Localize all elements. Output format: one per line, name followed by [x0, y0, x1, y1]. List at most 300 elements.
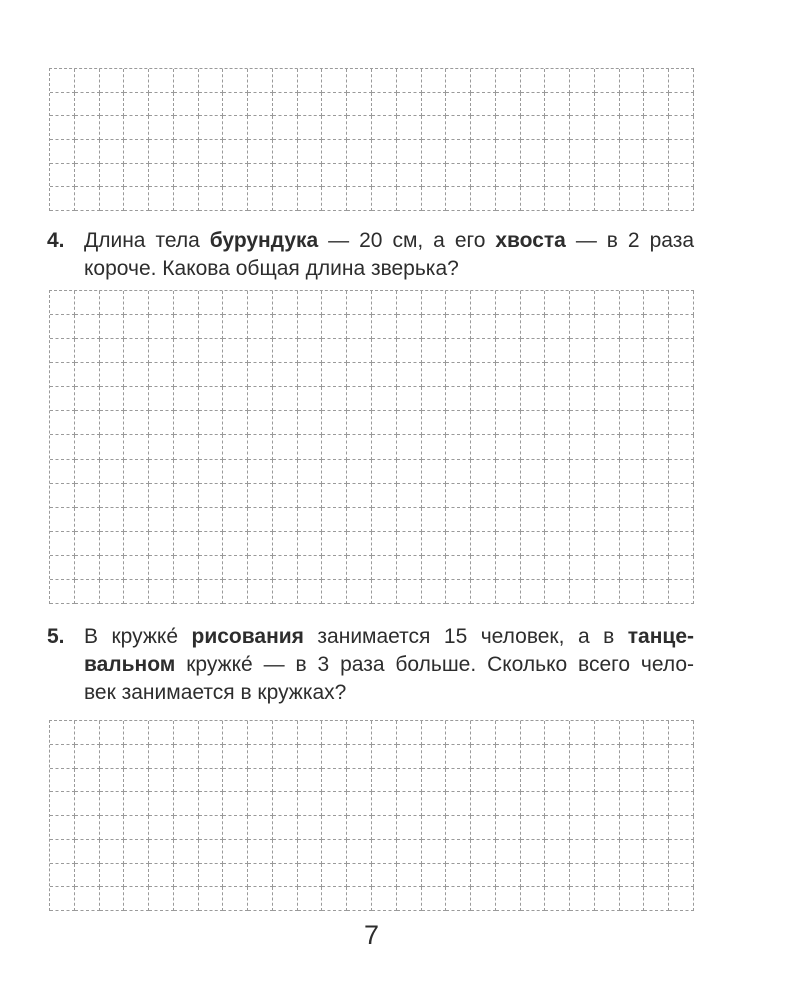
grid-cell: [422, 792, 447, 816]
grid-cell: [124, 435, 149, 459]
grid-cell: [347, 435, 372, 459]
grid-cell: [273, 556, 298, 580]
grid-cell: [446, 164, 471, 188]
grid-cell: [223, 116, 248, 140]
grid-cell: [50, 339, 75, 363]
grid-cell: [644, 816, 669, 840]
grid-cell: [496, 556, 521, 580]
grid-cell: [322, 140, 347, 164]
grid-cell: [75, 140, 100, 164]
grid-cell: [273, 792, 298, 816]
grid-cell: [223, 532, 248, 556]
grid-cell: [372, 580, 397, 604]
grid-cell: [149, 887, 174, 911]
grid-cell: [471, 816, 496, 840]
grid-cell: [174, 721, 199, 745]
grid-cell: [595, 411, 620, 435]
grid-cell: [595, 532, 620, 556]
grid-cell: [397, 840, 422, 864]
grid-cell: [273, 721, 298, 745]
grid-cell: [397, 816, 422, 840]
grid-cell: [372, 484, 397, 508]
grid-cell: [669, 315, 694, 339]
grid-cell: [100, 792, 125, 816]
grid-cell: [570, 164, 595, 188]
grid-cell: [347, 721, 372, 745]
grid-cell: [570, 291, 595, 315]
grid-cell: [100, 435, 125, 459]
grid-cell: [496, 864, 521, 888]
grid-cell: [595, 69, 620, 93]
grid-cell: [174, 864, 199, 888]
page-number: 7: [363, 920, 380, 950]
grid-cell: [620, 864, 645, 888]
grid-cell: [75, 435, 100, 459]
grid-cell: [174, 556, 199, 580]
grid-cell: [545, 315, 570, 339]
grid-cell: [298, 116, 323, 140]
grid-cell: [223, 721, 248, 745]
grid-cell: [570, 387, 595, 411]
grid-cell: [174, 411, 199, 435]
grid-cell: [124, 484, 149, 508]
grid-cell: [595, 864, 620, 888]
grid-cell: [644, 93, 669, 117]
grid-cell: [75, 769, 100, 793]
grid-cell: [644, 887, 669, 911]
grid-cell: [273, 484, 298, 508]
grid-cell: [669, 435, 694, 459]
grid-cell: [397, 411, 422, 435]
grid-cell: [223, 93, 248, 117]
grid-cell: [496, 721, 521, 745]
grid-cell: [298, 840, 323, 864]
grid-cell: [322, 187, 347, 211]
grid-cell: [273, 164, 298, 188]
grid-cell: [248, 840, 273, 864]
grid-cell: [595, 187, 620, 211]
grid-cell: [471, 69, 496, 93]
grid-cell: [570, 93, 595, 117]
text-segment: — 20 см, а его: [318, 229, 496, 252]
grid-cell: [595, 580, 620, 604]
emphasized-text: хвоста: [495, 229, 566, 252]
grid-cell: [50, 792, 75, 816]
grid-cell: [199, 484, 224, 508]
problem-5-number: 5.: [47, 625, 65, 648]
grid-cell: [298, 816, 323, 840]
grid-cell: [471, 887, 496, 911]
grid-cell: [496, 792, 521, 816]
grid-cell: [397, 532, 422, 556]
grid-cell: [223, 315, 248, 339]
grid-cell: [174, 532, 199, 556]
grid-cell: [124, 315, 149, 339]
grid-cell: [298, 532, 323, 556]
problem-text-line: [84, 623, 694, 651]
grid-cell: [223, 484, 248, 508]
grid-cell: [595, 435, 620, 459]
grid-cell: [620, 840, 645, 864]
grid-cell: [595, 721, 620, 745]
grid-cell: [397, 315, 422, 339]
grid-cell: [422, 816, 447, 840]
grid-cell: [471, 164, 496, 188]
grid-cell: [223, 769, 248, 793]
grid-cell: [174, 140, 199, 164]
grid-cell: [644, 315, 669, 339]
grid-cell: [644, 411, 669, 435]
grid-cell: [496, 164, 521, 188]
grid-cell: [174, 387, 199, 411]
grid-cell: [372, 745, 397, 769]
grid-cell: [545, 387, 570, 411]
grid-cell: [570, 460, 595, 484]
grid-cell: [149, 93, 174, 117]
grid-cell: [347, 363, 372, 387]
grid-cell: [124, 864, 149, 888]
grid-cell: [471, 508, 496, 532]
grid-cell: [149, 769, 174, 793]
grid-cell: [496, 187, 521, 211]
grid-cell: [174, 116, 199, 140]
grid-cell: [174, 840, 199, 864]
grid-cell: [223, 435, 248, 459]
grid-cell: [570, 721, 595, 745]
grid-cell: [298, 140, 323, 164]
grid-cell: [595, 508, 620, 532]
grid-cell: [372, 864, 397, 888]
grid-cell: [496, 580, 521, 604]
grid-cell: [322, 69, 347, 93]
grid-cell: [496, 363, 521, 387]
grid-cell: [199, 187, 224, 211]
grid-cell: [248, 580, 273, 604]
grid-cell: [521, 769, 546, 793]
grid-cell: [199, 580, 224, 604]
grid-cell: [100, 460, 125, 484]
grid-cell: [471, 792, 496, 816]
grid-cell: [248, 140, 273, 164]
grid-cell: [223, 580, 248, 604]
grid-cell: [521, 411, 546, 435]
grid-cell: [100, 864, 125, 888]
grid-cell: [75, 556, 100, 580]
grid-cell: [149, 745, 174, 769]
grid-cell: [397, 769, 422, 793]
grid-cell: [570, 484, 595, 508]
grid-cell: [372, 116, 397, 140]
grid-cell: [397, 721, 422, 745]
grid-cell: [669, 887, 694, 911]
grid-cell: [446, 508, 471, 532]
grid-cell: [644, 291, 669, 315]
grid-cell: [100, 816, 125, 840]
grid-cell: [545, 840, 570, 864]
grid-cell: [669, 140, 694, 164]
grid-cell: [595, 140, 620, 164]
grid-cell: [347, 411, 372, 435]
grid-cell: [174, 315, 199, 339]
grid-cell: [446, 484, 471, 508]
grid-cell: [397, 508, 422, 532]
grid-cell: [100, 339, 125, 363]
grid-cell: [397, 187, 422, 211]
grid-cell: [669, 532, 694, 556]
grid-cell: [174, 484, 199, 508]
grid-cell: [521, 387, 546, 411]
text-segment: занимается 15 человек, а в: [303, 625, 628, 648]
grid-cell: [446, 339, 471, 363]
grid-cell: [422, 140, 447, 164]
grid-cell: [124, 339, 149, 363]
grid-cell: [446, 93, 471, 117]
grid-cell: [273, 816, 298, 840]
grid-cell: [248, 339, 273, 363]
grid-cell: [223, 816, 248, 840]
grid-cell: [298, 792, 323, 816]
grid-cell: [124, 411, 149, 435]
grid-cell: [199, 792, 224, 816]
grid-cell: [545, 887, 570, 911]
grid-cell: [199, 460, 224, 484]
grid-cell: [669, 864, 694, 888]
grid-cell: [50, 580, 75, 604]
grid-cell: [620, 484, 645, 508]
grid-cell: [199, 887, 224, 911]
grid-cell: [273, 864, 298, 888]
grid-cell: [273, 187, 298, 211]
grid-cell: [174, 187, 199, 211]
grid-cell: [223, 840, 248, 864]
grid-cell: [50, 532, 75, 556]
grid-cell: [50, 460, 75, 484]
grid-cell: [521, 484, 546, 508]
grid-cell: [347, 484, 372, 508]
grid-cell: [644, 164, 669, 188]
grid-cell: [620, 140, 645, 164]
grid-cell: [149, 116, 174, 140]
grid-cell: [545, 339, 570, 363]
grid-cell: [100, 387, 125, 411]
grid-cell: [322, 556, 347, 580]
grid-cell: [174, 460, 199, 484]
grid-cell: [496, 532, 521, 556]
grid-cell: [422, 532, 447, 556]
grid-cell: [471, 556, 496, 580]
grid-cell: [422, 315, 447, 339]
grid-cell: [496, 291, 521, 315]
grid-cell: [595, 745, 620, 769]
grid-cell: [446, 721, 471, 745]
grid-cell: [620, 69, 645, 93]
grid-cell: [669, 816, 694, 840]
grid-cell: [446, 556, 471, 580]
grid-cell: [496, 508, 521, 532]
grid-cell: [50, 484, 75, 508]
grid-cell: [199, 721, 224, 745]
problem-4: [47, 227, 694, 283]
grid-cell: [620, 363, 645, 387]
grid-cell: [223, 792, 248, 816]
grid-cell: [397, 116, 422, 140]
grid-cell: [471, 363, 496, 387]
grid-cell: [545, 745, 570, 769]
grid-cell: [570, 556, 595, 580]
answer-grid-bottom: [49, 720, 694, 911]
problem-4-text: [84, 227, 694, 283]
grid-cell: [669, 460, 694, 484]
grid-cell: [149, 187, 174, 211]
grid-cell: [149, 508, 174, 532]
grid-cell: [50, 140, 75, 164]
grid-cell: [50, 435, 75, 459]
grid-cell: [422, 164, 447, 188]
grid-cell: [521, 556, 546, 580]
grid-cell: [347, 745, 372, 769]
grid-cell: [50, 363, 75, 387]
problem-4-number: 4.: [47, 229, 65, 252]
grid-cell: [199, 140, 224, 164]
grid-cell: [595, 556, 620, 580]
grid-cell: [471, 532, 496, 556]
grid-cell: [372, 792, 397, 816]
grid-cell: [397, 363, 422, 387]
grid-cell: [75, 411, 100, 435]
grid-cell: [446, 387, 471, 411]
grid-cell: [149, 339, 174, 363]
grid-cell: [149, 864, 174, 888]
grid-cell: [397, 792, 422, 816]
grid-cell: [273, 745, 298, 769]
grid-cell: [223, 556, 248, 580]
grid-cell: [322, 411, 347, 435]
grid-cell: [595, 315, 620, 339]
grid-cell: [50, 93, 75, 117]
grid-cell: [298, 508, 323, 532]
grid-cell: [521, 435, 546, 459]
grid-cell: [471, 840, 496, 864]
grid-cell: [223, 887, 248, 911]
grid-cell: [496, 840, 521, 864]
grid-cell: [471, 721, 496, 745]
grid-cell: [298, 769, 323, 793]
grid-cell: [545, 532, 570, 556]
grid-cell: [100, 291, 125, 315]
grid-cell: [298, 164, 323, 188]
grid-cell: [124, 363, 149, 387]
grid-cell: [644, 435, 669, 459]
grid-cell: [496, 435, 521, 459]
grid-cell: [372, 69, 397, 93]
grid-cell: [545, 69, 570, 93]
grid-cell: [521, 140, 546, 164]
grid-cell: [174, 792, 199, 816]
grid-cell: [446, 315, 471, 339]
grid-cell: [273, 363, 298, 387]
grid-cell: [248, 93, 273, 117]
grid-cell: [545, 556, 570, 580]
grid-cell: [620, 508, 645, 532]
grid-cell: [446, 411, 471, 435]
grid-cell: [100, 840, 125, 864]
grid-cell: [50, 864, 75, 888]
grid-cell: [298, 460, 323, 484]
grid-cell: [199, 840, 224, 864]
grid-cell: [100, 187, 125, 211]
grid-cell: [570, 532, 595, 556]
grid-cell: [669, 721, 694, 745]
grid-cell: [446, 69, 471, 93]
grid-cell: [248, 864, 273, 888]
grid-cell: [496, 116, 521, 140]
grid-cell: [570, 116, 595, 140]
grid-cell: [545, 164, 570, 188]
grid-cell: [620, 816, 645, 840]
grid-cell: [669, 792, 694, 816]
grid-cell: [322, 816, 347, 840]
grid-cell: [273, 93, 298, 117]
grid-cell: [100, 484, 125, 508]
grid-cell: [595, 363, 620, 387]
grid-cell: [471, 864, 496, 888]
grid-cell: [322, 363, 347, 387]
grid-cell: [248, 556, 273, 580]
grid-cell: [273, 339, 298, 363]
grid-cell: [347, 387, 372, 411]
grid-cell: [347, 816, 372, 840]
grid-cell: [669, 769, 694, 793]
grid-cell: [347, 792, 372, 816]
grid-cell: [620, 721, 645, 745]
grid-cell: [669, 745, 694, 769]
grid-cell: [372, 460, 397, 484]
emphasized-text: бурундука: [209, 229, 319, 252]
grid-cell: [199, 69, 224, 93]
grid-cell: [124, 460, 149, 484]
grid-cell: [669, 580, 694, 604]
grid-cell: [545, 769, 570, 793]
grid-cell: [149, 721, 174, 745]
grid-cell: [149, 363, 174, 387]
grid-cell: [595, 792, 620, 816]
grid-cell: [174, 339, 199, 363]
grid-cell: [521, 291, 546, 315]
grid-cell: [496, 769, 521, 793]
grid-cell: [570, 864, 595, 888]
grid-cell: [149, 435, 174, 459]
grid-cell: [496, 93, 521, 117]
grid-cell: [75, 532, 100, 556]
grid-cell: [248, 532, 273, 556]
grid-cell: [174, 291, 199, 315]
grid-cell: [248, 411, 273, 435]
grid-cell: [644, 363, 669, 387]
grid-cell: [446, 864, 471, 888]
grid-cell: [273, 387, 298, 411]
grid-cell: [397, 291, 422, 315]
grid-cell: [446, 840, 471, 864]
grid-cell: [75, 315, 100, 339]
grid-cell: [644, 840, 669, 864]
text-segment: В кружке́: [84, 625, 192, 648]
grid-cell: [644, 187, 669, 211]
grid-cell: [397, 140, 422, 164]
grid-cell: [199, 291, 224, 315]
grid-cell: [644, 769, 669, 793]
grid-cell: [100, 140, 125, 164]
grid-cell: [620, 187, 645, 211]
